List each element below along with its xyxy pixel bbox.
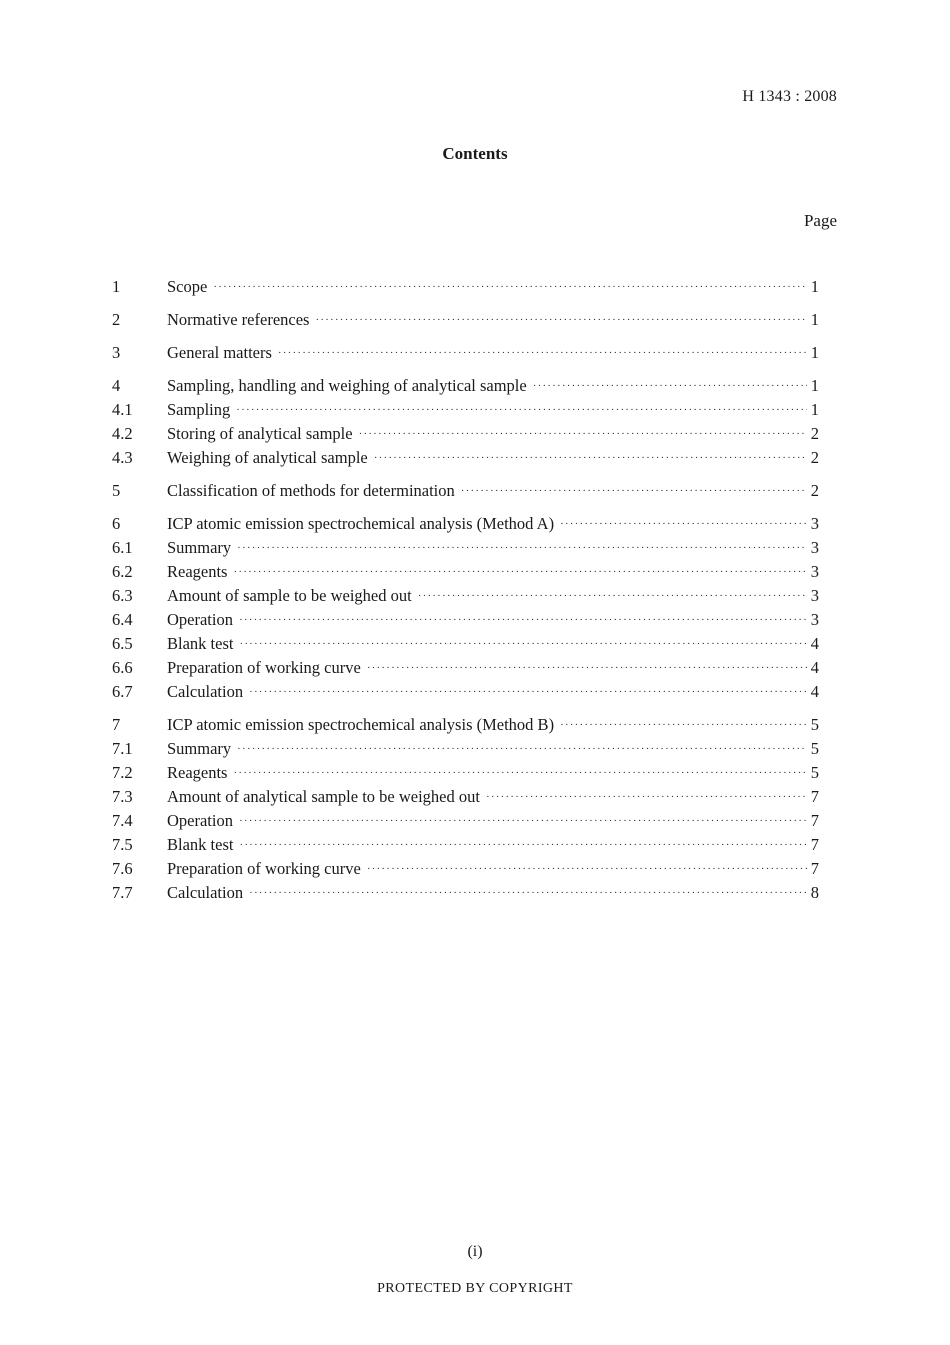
- toc-entry-number: 6.4: [112, 610, 133, 629]
- toc-entry[interactable]: [112, 479, 819, 503]
- toc-entry-number: 7.7: [112, 883, 133, 902]
- toc-entry[interactable]: [112, 398, 819, 422]
- page-title: Contents: [442, 144, 508, 163]
- toc-dot-leader: [239, 608, 807, 632]
- toc-entry-number: 4.2: [112, 424, 133, 443]
- toc-entry-page: 4: [810, 658, 819, 677]
- toc-entry-title: Preparation of working curve: [167, 658, 361, 677]
- toc-entry-page: 3: [810, 538, 819, 557]
- toc-entry-page: 7: [810, 787, 819, 806]
- toc-entry-page: 1: [810, 343, 819, 362]
- toc-entry-number: 4.3: [112, 448, 133, 467]
- toc-entry-title: Storing of analytical sample: [167, 424, 353, 443]
- toc-dot-leader: [233, 761, 807, 785]
- toc-entry-number: 7.2: [112, 763, 133, 782]
- toc-entry-page: 5: [810, 763, 819, 782]
- toc-dot-leader: [278, 341, 807, 365]
- toc-dot-leader: [461, 479, 807, 503]
- toc-entry[interactable]: [112, 422, 819, 446]
- toc-entry[interactable]: [112, 374, 819, 398]
- toc-dot-leader: [560, 713, 807, 737]
- toc-dot-leader: [359, 422, 807, 446]
- toc-entry-page: 3: [810, 514, 819, 533]
- toc-entry[interactable]: [112, 833, 819, 857]
- toc-entry-number: 3: [112, 343, 121, 362]
- toc-entry-number: 7.1: [112, 739, 133, 758]
- toc-entry-title: Weighing of analytical sample: [167, 448, 368, 467]
- table-of-contents: [112, 275, 819, 905]
- toc-entry-page: 1: [810, 400, 819, 419]
- toc-dot-leader: [486, 785, 807, 809]
- toc-entry[interactable]: [112, 536, 819, 560]
- toc-entry[interactable]: [112, 857, 819, 881]
- toc-entry-page: 8: [810, 883, 819, 902]
- toc-entry-number: 4: [112, 376, 121, 395]
- toc-entry-title: Reagents: [167, 562, 228, 581]
- toc-entry[interactable]: [112, 308, 819, 332]
- toc-dot-leader: [213, 275, 807, 299]
- toc-entry-title: Reagents: [167, 763, 228, 782]
- toc-entry-title: Sampling: [167, 400, 231, 419]
- document-id: H 1343 : 2008: [742, 88, 837, 105]
- toc-dot-leader: [374, 446, 807, 470]
- toc-dot-leader: [315, 308, 807, 332]
- toc-entry-number: 5: [112, 481, 121, 500]
- toc-entry-number: 6.7: [112, 682, 133, 701]
- toc-dot-leader: [237, 536, 807, 560]
- toc-dot-leader: [239, 833, 807, 857]
- copyright-notice: PROTECTED BY COPYRIGHT: [377, 1281, 573, 1296]
- toc-entry-title: Normative references: [167, 310, 310, 329]
- toc-entry-number: 6.6: [112, 658, 133, 677]
- toc-entry-page: 4: [810, 634, 819, 653]
- toc-dot-leader: [239, 809, 807, 833]
- toc-entry-title: Summary: [167, 739, 232, 758]
- toc-entry-title: Sampling, handling and weighing of analytical sample: [167, 376, 527, 395]
- toc-entry-page: 1: [810, 277, 819, 296]
- toc-entry[interactable]: [112, 584, 819, 608]
- toc-entry[interactable]: [112, 275, 819, 299]
- toc-entry-number: 7: [112, 715, 121, 734]
- toc-entry-page: 7: [810, 811, 819, 830]
- toc-entry[interactable]: [112, 341, 819, 365]
- toc-entry-page: 3: [810, 610, 819, 629]
- toc-entry[interactable]: [112, 680, 819, 704]
- toc-entry-title: Scope: [167, 277, 208, 296]
- toc-entry-page: 2: [810, 448, 819, 467]
- toc-entry-number: 6.2: [112, 562, 133, 581]
- toc-dot-leader: [233, 560, 807, 584]
- toc-dot-leader: [418, 584, 807, 608]
- toc-entry-title: Calculation: [167, 682, 244, 701]
- toc-dot-leader: [237, 737, 807, 761]
- toc-entry[interactable]: [112, 785, 819, 809]
- toc-entry[interactable]: [112, 608, 819, 632]
- page-column-label: Page: [803, 211, 837, 230]
- toc-entry-number: 2: [112, 310, 121, 329]
- toc-entry-number: 6.5: [112, 634, 133, 653]
- toc-entry-page: 3: [810, 586, 819, 605]
- toc-entry[interactable]: [112, 560, 819, 584]
- footer-page-number: (i): [467, 1243, 483, 1260]
- toc-entry-page: 3: [810, 562, 819, 581]
- toc-entry-number: 7.6: [112, 859, 133, 878]
- toc-entry-title: General matters: [167, 343, 272, 362]
- toc-entry-page: 5: [810, 739, 819, 758]
- toc-entry-title: Summary: [167, 538, 232, 557]
- toc-entry-number: 7.3: [112, 787, 133, 806]
- toc-entry-page: 1: [810, 376, 819, 395]
- toc-entry[interactable]: [112, 881, 819, 905]
- toc-entry[interactable]: [112, 737, 819, 761]
- toc-entry[interactable]: [112, 713, 819, 737]
- toc-entry-page: 2: [810, 424, 819, 443]
- toc-entry-title: Classification of methods for determination: [167, 481, 455, 500]
- toc-dot-leader: [239, 632, 807, 656]
- toc-dot-leader: [249, 881, 807, 905]
- toc-entry-title: ICP atomic emission spectrochemical analysis (Method B): [167, 715, 555, 734]
- toc-entry[interactable]: [112, 632, 819, 656]
- toc-entry-page: 5: [810, 715, 819, 734]
- toc-entry[interactable]: [112, 446, 819, 470]
- toc-entry-title: Blank test: [167, 634, 234, 653]
- toc-entry-page: 7: [810, 859, 819, 878]
- toc-entry-number: 6.1: [112, 538, 133, 557]
- toc-dot-leader: [367, 857, 807, 881]
- toc-entry-title: Operation: [167, 610, 233, 629]
- toc-entry[interactable]: [112, 761, 819, 785]
- toc-entry-title: Amount of analytical sample to be weighed out: [167, 787, 480, 806]
- toc-dot-leader: [367, 656, 807, 680]
- toc-entry-page: 4: [810, 682, 819, 701]
- toc-entry-number: 6: [112, 514, 121, 533]
- toc-dot-leader: [236, 398, 807, 422]
- toc-entry-number: 6.3: [112, 586, 133, 605]
- toc-entry-title: Calculation: [167, 883, 244, 902]
- toc-dot-leader: [560, 512, 807, 536]
- toc-entry-number: 1: [112, 277, 121, 296]
- toc-entry-page: 7: [810, 835, 819, 854]
- toc-entry-title: Preparation of working curve: [167, 859, 361, 878]
- toc-entry-title: Operation: [167, 811, 233, 830]
- toc-entry-page: 2: [810, 481, 819, 500]
- toc-entry-number: 7.4: [112, 811, 133, 830]
- toc-entry[interactable]: [112, 656, 819, 680]
- toc-entry-title: Amount of sample to be weighed out: [167, 586, 412, 605]
- toc-dot-leader: [249, 680, 807, 704]
- toc-dot-leader: [533, 374, 807, 398]
- toc-entry-number: 4.1: [112, 400, 133, 419]
- toc-entry-title: ICP atomic emission spectrochemical analysis (Method A): [167, 514, 555, 533]
- toc-entry-number: 7.5: [112, 835, 133, 854]
- toc-entry-page: 1: [810, 310, 819, 329]
- toc-entry-title: Blank test: [167, 835, 234, 854]
- toc-entry[interactable]: [112, 809, 819, 833]
- toc-entry[interactable]: [112, 512, 819, 536]
